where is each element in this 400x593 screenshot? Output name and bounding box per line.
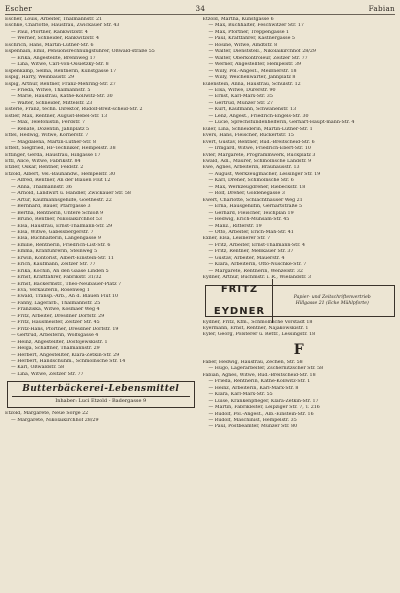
- directory-entry: — Klara, Arbeiterin, Otto-Nuschke-Str. 7: [208, 262, 307, 268]
- directory-entry: — Ernst, Karl-Marx-Str. 35: [208, 94, 273, 100]
- header-left: Escher: [5, 4, 33, 13]
- left-entries: [5, 17, 198, 378]
- directory-entry: Espenkamp, Selma, Rentnerin, Kunstgasse 17: [5, 68, 117, 74]
- directory-entry: Eulenstein, Anna, Hausfrau, Schulstr. 12: [202, 81, 301, 87]
- directory-entry: — Rosine, Witwe, Amdtstr. 8: [208, 42, 278, 48]
- directory-entry: Ettel, Hedwig, Witwe, Körnerstr. 7: [5, 133, 89, 139]
- directory-entry: Etzler, Oskar, Rentner, Feldstr. 2: [5, 165, 84, 171]
- directory-entry: — Margarete, Rentnerin, Wenzelstr. 32: [208, 268, 303, 274]
- directory-entry: — Ewald, Transp.-Arb., An d. Blauen Flut 10: [11, 294, 119, 300]
- bakery-ad-owner: Inhaber: Luci Etzold - Badergasse 9: [12, 396, 190, 405]
- directory-entry: — Walter, Dienststell., Nikolaikirchhof 28/29: [208, 49, 316, 55]
- directory-entry: Eydner, Fritz, Kfm., Schmölnsche Vorstadt 18: [202, 319, 313, 325]
- directory-entry: — Lina, Witwe, Carl-von-Ossietzky-Str. 8: [11, 62, 109, 68]
- directory-entry: — Irmgard, Witwe, Friedrich-Ebert-Str. 10: [208, 146, 311, 152]
- directory-entry: Faber, Hedwig, Hausfrau, Zechen, Str. 58: [202, 359, 303, 365]
- directory-entry: — Bernhard, Bauer, Pfarrgasse 3: [11, 204, 91, 210]
- directory-entry: — Marie, Hausfrau, Käthe-Kollwitz-Str. 30: [11, 94, 113, 100]
- directory-entry: — Herbert, Handschuhm., Schmölnsche Str. 14: [11, 359, 126, 365]
- directory-entry: Evler, Margarete, Programmwerk, Rückplatz 3: [202, 152, 316, 158]
- directory-entry: Etzold, Margarete, Neue Sorge 22: [5, 411, 89, 417]
- directory-entry: — Max, Pförtner, Treppengasse 1: [208, 29, 290, 35]
- directory-entry: Exner, Elsa, Leisnerer Str. 7: [202, 236, 271, 242]
- directory-entry: Eydner, Arthur, Buchmstr. i. R., Wielandstr. 3: [202, 275, 312, 281]
- directory-entry: Ettl, Alice, Witwe, Fabrikstr. 84: [5, 158, 81, 164]
- eydner-ad-line1: Papier- und Zeitschriftenvertrieb: [293, 294, 371, 300]
- directory-entry: — Hedwig, Erich-Mühsam-Str. 45: [208, 217, 290, 223]
- section-letter: F: [293, 341, 304, 358]
- directory-entry: Fabian, Agnes, Witwe, Rud.-Breitscheid-Str. 18: [202, 372, 316, 378]
- directory-entry: — Gertrud, Münzer Str. 27: [208, 100, 273, 106]
- directory-entry: — Werner, Angestellter, Hempelstr. 39: [208, 62, 301, 68]
- page-number: 34: [195, 4, 206, 13]
- directory-entry: Espenhain, Emil, Pensionsrechnungsführer, Oßwald-straße 55: [5, 49, 155, 55]
- directory-entry: — Karl, Oßwaldstr. 58: [11, 365, 65, 371]
- eydner-ad-line2: Hillgasse 21 (Ecke Mühlpforte): [295, 300, 369, 306]
- directory-entry: — Luise, Krankenpfleger, Klara-Zetkin-Str. 17: [208, 398, 319, 404]
- directory-entry: — Max, Buchhalter, Feschwitzer Str. 17: [208, 23, 304, 29]
- directory-entry: Evert, Gustav, Rentner, Rud.-Breitscheid-Str. 6: [202, 139, 315, 145]
- directory-entry: — Renate, Dozentin, Jahnplatz 5: [11, 126, 90, 132]
- eydner-advertisement: [205, 285, 396, 317]
- directory-entry: — Hugo, Lagerarbeiter, Zschernitzscher Str. 58: [208, 366, 324, 372]
- directory-entry: — Emilie, Rentnerin, Friedrich-List-Str. 6: [11, 242, 111, 248]
- directory-entry: — Erna, Hausgehilfin, Gerhartstraße 5: [208, 204, 302, 210]
- directory-entry: Escher, Louis, Arbeiter, Thälmannstr. 21: [5, 17, 103, 22]
- directory-entry: — Erich, Kaufmann, Zeitzer Str. 77: [11, 262, 96, 268]
- eydner-ad-info: [273, 295, 393, 307]
- directory-entry: — Fritz, Arbeiter, Dresdner Dorfstr. 29: [11, 313, 105, 319]
- directory-entry: — Lina, Witwe, Zeitzer Str. 77: [11, 371, 84, 377]
- directory-entry: — Paul, Pförtner, Rankwitzstr. 4: [11, 29, 88, 35]
- directory-entry: — Fritz, Hausmeister, Zeitzer Str. 45: [11, 320, 100, 326]
- directory-entry: Espig, Harry, Weinbaustr. 29: [5, 75, 75, 81]
- directory-entry: — Max, Telefonistin, Ferdstr. 7: [11, 120, 86, 126]
- directory-entry: — Gustav, Arbeiter, Mauerstr. 4: [208, 255, 285, 261]
- right-column: [203, 17, 396, 431]
- directory-entry: — Heinz, Angestellter, Dostojewskistr. 1: [11, 339, 108, 345]
- directory-entry: — Herbert, Angestellter, Klara-Zetkin-Str. 29: [11, 352, 120, 358]
- directory-entry: — Rolf, Dreher, Goldenegasse 3: [208, 191, 285, 197]
- directory-entry: Estler, Max, Rentner, August-Bebel-Str. 13: [5, 113, 108, 119]
- directory-entry: — Paul, Postbeamter, Münzer Str. 80: [208, 424, 298, 430]
- directory-entry: Ewald, Adl., Maurer, Schmölnsche Landstr. 9: [202, 158, 312, 164]
- directory-entry: — Kurt, Kaufmann, Schwanenstr. 13: [208, 107, 297, 113]
- directory-entry: Evers, Hans, Fleischer, Rückertstr. 15: [202, 133, 294, 139]
- page-header: [5, 4, 395, 15]
- directory-entry: Eschrich, Hans, Martin-Luther-Str. 6: [5, 42, 94, 48]
- directory-entry: Esterle, Franz, techn. Direktor, Rudolf-Breit-scheid-Str. 2: [5, 107, 143, 113]
- directory-entry: — Erika, Köchin, An den Gaase Linden 5: [11, 268, 109, 274]
- directory-entry: — Bruno, Rentner, Nikolaikirchhof 53: [11, 217, 102, 223]
- directory-entry: — Elsa, Hausfrau, Ernst-Thälmann-Str. 29: [11, 223, 113, 229]
- directory-entry: — Fritz, Rentner, Meßkauer Str. 37: [208, 249, 294, 255]
- directory-entry: Ewe, Agnes, Arbeiterin, Brauhausstr. 13: [202, 165, 300, 171]
- directory-entry: — Artur, Kaufmannsgehilfe, Goethestr. 22: [11, 197, 112, 203]
- directory-entry: — Arnold, Landwirt u. Händler, Zwickauer Str. 58: [11, 191, 131, 197]
- directory-entry: — Martin, Fabrikleiter, Leipziger Str. 7, T. 216: [208, 405, 320, 411]
- eydner-ad-brand: FRITZ EYDNER: [208, 279, 273, 323]
- directory-entry: — Manz., Ritterstr. 19: [208, 223, 262, 229]
- directory-entry: — Fritz, Arbeiter, Ernst-Thälmann-Str. 4: [208, 242, 306, 248]
- directory-entry: — Walter, Schneider, Mittelstr. 23: [11, 100, 93, 106]
- directory-entry: Eyler, Georg, Polsterer u. Rettr., Lessingstr. 18: [202, 332, 316, 338]
- directory-entry: — Gerhard, Fleischer, Teichplan 19: [208, 210, 294, 216]
- directory-entry: — Heinz, Arbeiterin, Karl-Marx-Str. 8: [208, 385, 299, 391]
- right-entries: [203, 17, 396, 282]
- directory-entry: — Elsa, Witwe, Gabelsbergerstr. 7: [11, 229, 94, 235]
- directory-entry: — Elsa, Witwe, Dürerstr. 90: [208, 87, 276, 93]
- directory-entry: — Walter, Oberkontroleur, Zeitzer Str. 77: [208, 55, 308, 61]
- directory-entry: Espig, Arthur, Rentner, Franz-Mehring-Str. 27: [5, 81, 116, 87]
- bakery-ad-title: Butterbäckerei-Lebensmittel: [22, 384, 180, 395]
- directory-entry: — Eva, Verkäuferin, Rosenweg 1: [11, 288, 90, 294]
- left-after-entries: [5, 411, 198, 424]
- columns: [5, 17, 395, 431]
- directory-entry: — Alfred, Rentner, An der Blauen Flut 12: [11, 178, 111, 184]
- directory-entry: — Frieda, Witwe, Thälmannstr. 5: [11, 87, 91, 93]
- directory-entry: — Bertha, Rentnerin, Untere Schloß 9: [11, 210, 104, 216]
- directory-entry: — Werner, Schneider, Rankwitzstr. 4: [11, 36, 100, 42]
- directory-entry: — Emma, Kranführerin, Steinweg 5: [11, 249, 98, 255]
- directory-entry: — Lucie, Sprechstundenhelferin, Gerhart-Haupt-mann-Str. 4: [208, 120, 355, 126]
- directory-entry: — Erwin, Kontorist, Albert-Einstein-Str. 11: [11, 255, 114, 261]
- directory-entry: Eyermann, Ernst, Rentner, Najakowskistr. 1: [202, 326, 309, 332]
- directory-entry: — Ernst, Bäckermstr., Theo-Neubauer-Platz 7: [11, 281, 122, 287]
- directory-entry: — Lenz, Angest., Friedrich-Engels-Str. 30: [208, 113, 309, 119]
- directory-entry: — Rudolf, Pol.-Angest., Alb.-Einstein-Str. 16: [208, 411, 314, 417]
- directory-entry: — Klara, Karl-Marx-Str. 55: [208, 392, 273, 398]
- directory-entry: — Willy, Weichenwärter, Jahnplatz 8: [208, 75, 296, 81]
- left-column: [5, 17, 198, 431]
- directory-entry: — Frieda, Rentnerin, Käthe-Kollwitz-Str. 1: [208, 379, 311, 385]
- bakery-advertisement: [7, 381, 195, 408]
- f-entries: [203, 360, 396, 431]
- directory-entry: Ettelt, Siegfried, HF-Techniker, Hempelstr. 38: [5, 146, 116, 152]
- directory-entry: — Rudolf, Maschinist, Hempelstr. 35: [208, 418, 297, 424]
- directory-entry: — Paul, Kraftfahrer, Kästnergasse 5: [208, 36, 295, 42]
- directory-entry: — Gertrud, Arbeiterin, Wolfsgasse 4: [11, 333, 99, 339]
- directory-entry: — Franziska, Witwe, Kosmaer Weg 4: [11, 307, 100, 313]
- directory-entry: Eschke, Charlotte, Hausfrau, Zwickauer Str. 43: [5, 23, 120, 29]
- header-right: Fabian: [368, 4, 395, 13]
- directory-entry: — Erika, Angestellte, Brennweg 17: [11, 55, 96, 61]
- directory-entry: Ewert, Charlotte, Schlachthauser Weg 21: [202, 197, 303, 203]
- directory-entry: Euler, Lina, Schneiderin, Martin-Luther-Str. 1: [202, 126, 313, 132]
- directory-entry: — Elsa, Buchhalterin, Langengasse 9: [11, 236, 101, 242]
- directory-entry: — Margarete, Nikolaikirchhof 28/29: [11, 417, 99, 423]
- directory-entry: Etzold, Albert, Vel.-Bauhandw., Hempelstr. 30: [5, 171, 116, 177]
- directory-entry: — Anna, Thälmannstr. 36: [11, 184, 72, 190]
- directory-entry: Ettinger, Gerda, Hausfrau, Hillgasse 17: [5, 152, 101, 158]
- directory-entry: — Magdalena, Martin-Luther-Str. 8: [11, 139, 96, 145]
- directory-entry: — Willy, Pol.-Angest., Meißnerstr. 18: [208, 68, 297, 74]
- directory-entry: — Fanny, Lagerarb., Thälmannstr. 25: [11, 300, 101, 306]
- directory-entry: Etzold, Martha, Kunstgasse 6: [202, 17, 274, 22]
- directory-entry: — Fritz-Hans, Pförtner, Dresdner Dorfstr. 19: [11, 326, 119, 332]
- directory-entry: — Helga, Schaffner, Thälmannstr. 29: [11, 346, 100, 352]
- directory-entry: — Otto, Arbeiter, Erich-Mäh-Str. 41: [208, 229, 294, 235]
- directory-entry: — Karl, Dreher, Schmölnsche Str. 6: [208, 178, 294, 184]
- directory-entry: — Ernst, Kraftfahrer, Fabrikstr. 31/32: [11, 275, 102, 281]
- right-after-entries: [203, 320, 396, 339]
- directory-entry: — August, Werkzeugmacher, Lessinger Str. 19: [208, 171, 321, 177]
- directory-entry: — Max, Werkzeugdreher, Riebeckstr. 18: [208, 184, 306, 190]
